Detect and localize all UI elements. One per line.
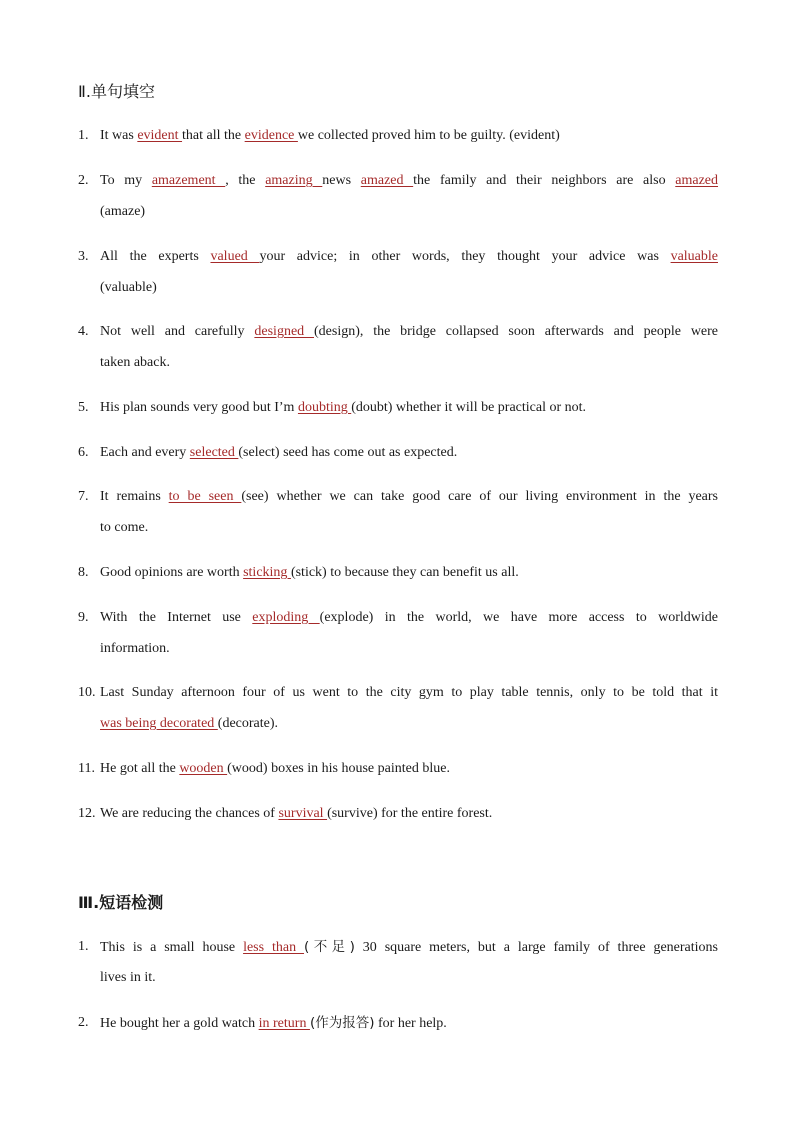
question-number: 7. — [78, 489, 89, 504]
answer: amazement — [151, 173, 226, 188]
question-number: 1. — [78, 128, 89, 143]
answer: amazed — [675, 173, 719, 188]
question-text: We are reducing the chances of survival (survive) for the entire forest. — [100, 806, 493, 821]
question-number: 1. — [78, 939, 89, 954]
question-text: Not well and carefully designed (design), the bridge collapsed soon afterwards and people were — [100, 324, 719, 339]
question-text: Last Sunday afternoon four of us went to the city gym to play table tennis, only to be told that it — [100, 685, 718, 700]
question-text-continued: (valuable) — [100, 280, 157, 295]
question-text-continued: lives in it. — [100, 970, 156, 985]
question-text: All the experts valued your advice; in other words, they thought your advice was valuable — [100, 249, 718, 264]
question-text: He got all the wooden (wood) boxes in his house painted blue. — [100, 761, 450, 776]
answer: wooden — [179, 761, 228, 776]
answer: less than — [243, 940, 305, 955]
question-text: With the Internet use exploding (explode) in the world, we have more access to worldwide — [100, 610, 718, 625]
question-text: It remains to be seen (see) whether we can take good care of our living environment in the years — [100, 489, 718, 504]
answer: designed — [254, 324, 314, 339]
question-number: 2. — [78, 173, 89, 188]
question-number: 9. — [78, 610, 89, 625]
question-number: 12. — [78, 806, 96, 821]
answer: was being decorated — [100, 716, 218, 731]
section-title-fill-in: Ⅱ.单句填空 — [78, 82, 155, 101]
answer: amazed — [360, 173, 414, 188]
answer: valuable — [670, 249, 718, 264]
question-number: 3. — [78, 249, 89, 264]
question-number: 6. — [78, 445, 89, 460]
question-text: To my amazement , the amazing news amazed the family and their neighbors are also amazed — [100, 173, 719, 188]
question-text-continued: taken aback. — [100, 355, 170, 370]
question-number: 5. — [78, 400, 89, 415]
section-title-phrases: Ⅲ.短语检测 — [78, 893, 164, 912]
question-text: This is a small house less than (不足) 30 square meters, but a large family of three generations — [100, 939, 718, 955]
question-number: 11. — [78, 761, 95, 776]
answer: evident — [137, 128, 183, 143]
answer: selected — [189, 445, 239, 460]
question-text-continued: information. — [100, 641, 170, 656]
chinese-hint: (不足) — [304, 939, 355, 955]
question-number: 2. — [78, 1015, 89, 1030]
answer: exploding — [252, 610, 320, 625]
question-number: 8. — [78, 565, 89, 580]
answer: evidence — [244, 128, 298, 143]
question-number: 10. — [78, 685, 96, 700]
chinese-hint: (作为报答) — [309, 1015, 375, 1031]
answer: doubting — [297, 400, 352, 415]
question-text-continued: to come. — [100, 520, 149, 535]
question-text-continued: (amaze) — [100, 204, 146, 219]
question-text: Each and every selected (select) seed has come out as expected. — [100, 445, 458, 460]
question-text-continued: was being decorated (decorate). — [100, 716, 279, 731]
answer: to be seen — [168, 489, 242, 504]
answer: survival — [278, 806, 328, 821]
answer: in return — [258, 1016, 310, 1031]
answer: valued — [210, 249, 260, 264]
question-text: Good opinions are worth sticking (stick) to because they can benefit us all. — [100, 565, 519, 580]
answer: amazing — [265, 173, 323, 188]
question-text: His plan sounds very good but I’m doubting (doubt) whether it will be practical or not. — [100, 400, 587, 415]
question-number: 4. — [78, 324, 89, 339]
question-text: He bought her a gold watch in return (作为报答) for her help. — [100, 1015, 447, 1031]
question-text: It was evident that all the evidence we collected proved him to be guilty. (evident) — [100, 128, 560, 143]
answer: sticking — [243, 565, 291, 580]
